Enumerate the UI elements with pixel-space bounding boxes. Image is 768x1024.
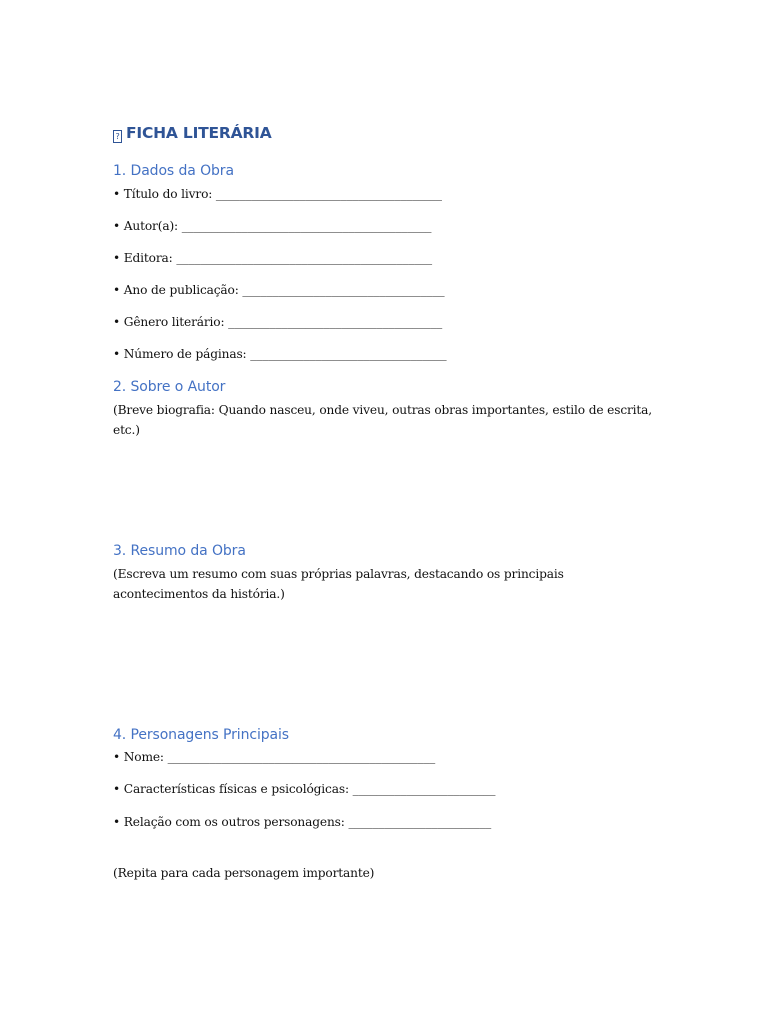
document-title [113,124,272,143]
field-titulo-livro: • Título do livro: ______________________________________ [113,187,442,201]
section-heading-resumo-obra: 3. Resumo da Obra [113,543,246,559]
field-genero-literario: • Gênero literário: ____________________________________ [113,315,443,329]
document-title-text: FICHA LITERÁRIA [126,124,272,142]
field-ano-publicacao: • Ano de publicação: __________________________________ [113,283,445,297]
field-relacao-personagens: • Relação com os outros personagens: ________________________ [113,815,492,829]
field-autor: • Autor(a): __________________________________________ [113,219,432,233]
field-nome-personagem: • Nome: _____________________________________________ [113,750,436,764]
instructions-sobre-autor: (Breve biografia: Quando nasceu, onde viveu, outras obras importantes, estilo de escrita, etc.) [113,403,653,437]
instructions-resumo-obra: (Escreva um resumo com suas próprias palavras, destacando os principais acontecimentos da história.) [113,567,564,601]
section-heading-dados-obra: 1. Dados da Obra [113,163,234,179]
note-repita: (Repita para cada personagem importante) [113,866,375,880]
section-heading-personagens: 4. Personagens Principais [113,727,290,743]
missing-glyph-icon: ? [113,130,122,143]
field-caracteristicas: • Características físicas e psicológicas: ________________________ [113,782,496,796]
section-heading-sobre-autor: 2. Sobre o Autor [113,379,226,395]
field-editora: • Editora: ___________________________________________ [113,251,432,265]
field-numero-paginas: • Número de páginas: _________________________________ [113,347,447,361]
